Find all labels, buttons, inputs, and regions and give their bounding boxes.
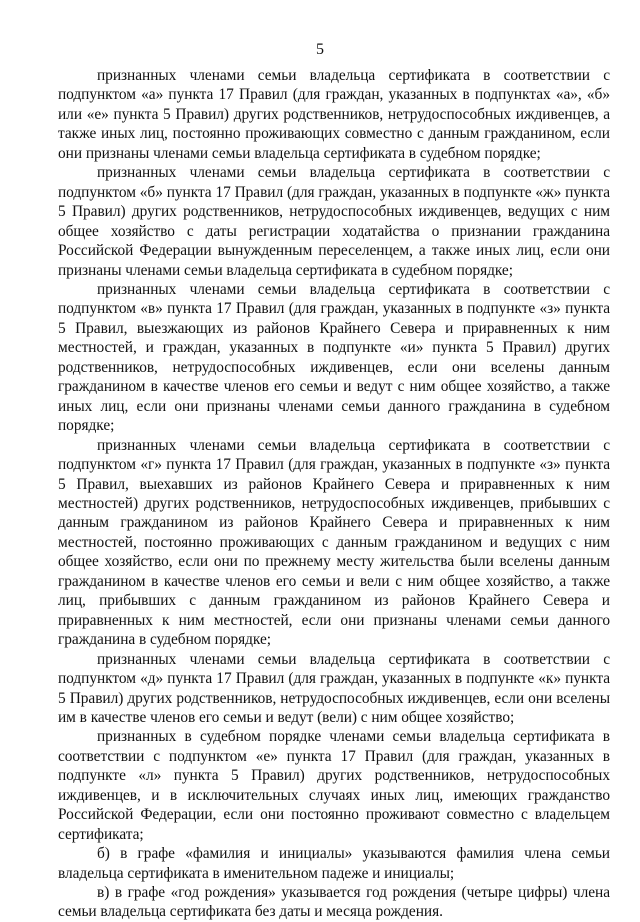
paragraph-2: признанных членами семьи владельца сертификата в соответствии с подпунктом «б» пункта 17 Правил (для граждан, указанных в подпункте «ж» пункта 5 Правил) других родственников, нетрудоспособных иждивенцев, ведущих с ним общее хозяйство с даты регистрации ходатайства о признании гражданина Российской Федерации вынужденным переселенцем, а также иных лиц, если они признаны членами семьи владельца сертификата в судебном порядке; xyxy=(58,164,610,279)
document-body xyxy=(58,66,610,922)
paragraph-1: признанных членами семьи владельца сертификата в соответствии с подпунктом «а» пункта 17 Правил (для граждан, указанных в подпунктах «а», «б» или «е» пункта 5 Правил) других родственников, нетрудоспособных иждивенцев, а также иных лиц, постоянно проживающих совместно с данным гражданином, если они признаны членами семьи владельца сертификата в судебном порядке; xyxy=(58,67,610,162)
page-number: 5 xyxy=(316,41,324,58)
paragraph-5: признанных членами семьи владельца сертификата в соответствии с подпунктом «д» пункта 17 Правил (для граждан, указанных в подпункте «к» пункта 5 Правил) других родственников, нетрудоспособных иждивенцев, если они вселены им в качестве членов его семьи и ведут (вели) с ним общее хозяйство; xyxy=(58,650,610,726)
paragraph-7: б) в графе «фамилия и инициалы» указываются фамилия члена семьи владельца сертификата в именительном падеже и инициалы; xyxy=(58,845,610,882)
paragraph-3: признанных членами семьи владельца сертификата в соответствии с подпунктом «в» пункта 17 Правил (для граждан, указанных в подпункте «з» пункта 5 Правил, выезжающих из районов Крайнего Севера и приравненных к ним местностей, и граждан, указанных в подпункте «и» пункта 5 Правил) других родственников, нетрудоспособных иждивенцев, если они вселены данным гражданином в качестве членов его семьи и ведут с ним общее хозяйство, а также иных лиц, если они признаны членами семьи данного гражданина в судебном порядке; xyxy=(58,280,610,435)
paragraph-8: в) в графе «год рождения» указывается год рождения (четыре цифры) члена семьи владельца сертификата без даты и месяца рождения. xyxy=(58,884,610,921)
paragraph-4: признанных членами семьи владельца сертификата в соответствии с подпунктом «г» пункта 17 Правил (для граждан, указанных в подпункте «з» пункта 5 Правил, выехавших из районов Крайнего Севера и приравненных к ним местностей) других родственников, нетрудоспособных иждивенцев, прибывших с данным гражданином из районов Крайнего Севера и приравненных к ним местностей, постоянно проживающих с данным гражданином и ведущих с ним общее хозяйство, если они по прежнему месту жительства были вселены данным гражданином в качестве членов его семьи и вели с ним общее хозяйство, а также лиц, прибывших с данным гражданином из районов Крайнего Севера и приравненных к ним местностей, если они признаны членами семьи данного гражданина в судебном порядке; xyxy=(58,436,610,649)
paragraph-6: признанных в судебном порядке членами семьи владельца сертификата в соответствии с подпунктом «е» пункта 17 Правил (для граждан, указанных в подпункте «л» пункта 5 Правил) других родственников, нетрудоспособных иждивенцев, и в исключительных случаях иных лиц, имеющих гражданство Российской Федерации, если они постоянно проживают совместно с владельцем сертификата; xyxy=(58,728,610,843)
